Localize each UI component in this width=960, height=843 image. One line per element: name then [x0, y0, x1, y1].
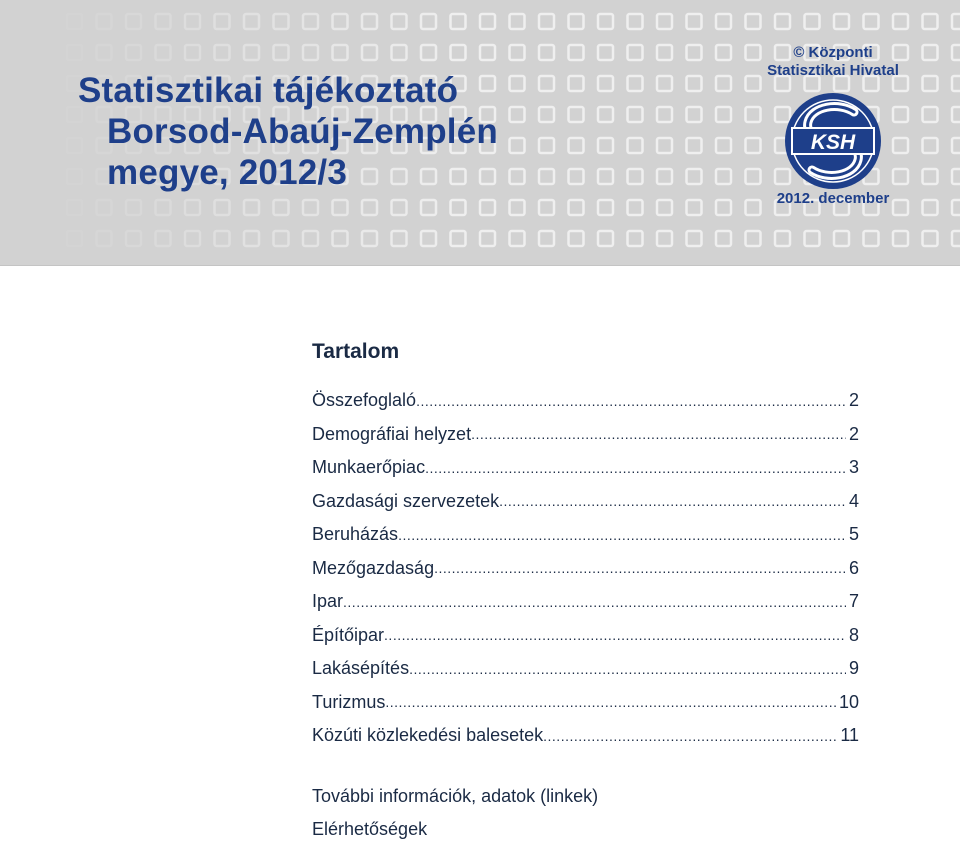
- pattern-square: [657, 107, 672, 122]
- pattern-square: [834, 14, 849, 29]
- pattern-square: [775, 14, 790, 29]
- pattern-square: [716, 200, 731, 215]
- pattern-square: [333, 14, 348, 29]
- pattern-square: [952, 169, 960, 184]
- toc-item-label: Beruházás: [312, 524, 399, 545]
- table-of-contents: [312, 384, 859, 753]
- pattern-square: [923, 169, 938, 184]
- pattern-square: [333, 200, 348, 215]
- toc-item-label: Gazdasági szervezetek: [312, 490, 500, 511]
- pattern-square: [244, 14, 259, 29]
- pattern-square: [333, 45, 348, 60]
- pattern-square: [952, 107, 960, 122]
- pattern-square: [156, 45, 171, 60]
- pattern-square: [657, 14, 672, 29]
- pattern-square: [716, 107, 731, 122]
- pattern-square: [628, 138, 643, 153]
- toc-item-label: Közúti közlekedési balesetek: [312, 725, 544, 746]
- pattern-square: [510, 200, 525, 215]
- toc-item-page: 5: [848, 524, 859, 545]
- pattern-square: [451, 200, 466, 215]
- pattern-square: [864, 231, 879, 246]
- toc-item-page: 7: [848, 591, 859, 612]
- pattern-square: [126, 231, 141, 246]
- toc-leader-dots: [499, 493, 846, 509]
- pattern-square: [952, 76, 960, 91]
- pattern-square: [687, 169, 702, 184]
- pattern-square: [569, 107, 584, 122]
- pattern-square: [598, 107, 613, 122]
- toc-leader-dots: [398, 527, 846, 543]
- pattern-square: [244, 200, 259, 215]
- pattern-square: [480, 14, 495, 29]
- toc-item[interactable]: [312, 652, 859, 686]
- toc-item[interactable]: [312, 686, 859, 720]
- pattern-square: [126, 200, 141, 215]
- pattern-square: [628, 169, 643, 184]
- pattern-square: [687, 200, 702, 215]
- pattern-square: [274, 45, 289, 60]
- pattern-square: [362, 14, 377, 29]
- toc-leader-dots: [434, 560, 846, 576]
- pattern-square: [598, 200, 613, 215]
- pattern-square: [215, 200, 230, 215]
- pattern-square: [657, 138, 672, 153]
- pattern-square: [598, 76, 613, 91]
- pattern-square: [480, 231, 495, 246]
- toc-item-page: 11: [840, 725, 859, 746]
- pattern-square: [716, 76, 731, 91]
- pattern-square: [539, 138, 554, 153]
- pattern-square: [628, 76, 643, 91]
- pattern-square: [421, 45, 436, 60]
- pattern-square: [716, 45, 731, 60]
- toc-item-page: 2: [848, 423, 859, 444]
- toc-leader-dots: [425, 460, 846, 476]
- pattern-square: [952, 45, 960, 60]
- pattern-square: [923, 14, 938, 29]
- pattern-square: [97, 45, 112, 60]
- toc-item[interactable]: [312, 518, 859, 552]
- pattern-square: [893, 138, 908, 153]
- toc-item-page: 10: [838, 691, 859, 712]
- header-banner: [0, 0, 960, 266]
- pattern-square: [923, 45, 938, 60]
- toc-leader-dots: [343, 594, 846, 610]
- pattern-square: [746, 138, 761, 153]
- toc-item-label: Építőipar: [312, 624, 385, 645]
- pattern-square: [893, 231, 908, 246]
- pattern-square: [923, 76, 938, 91]
- pattern-square: [185, 45, 200, 60]
- pattern-square: [716, 169, 731, 184]
- pattern-square: [510, 169, 525, 184]
- pattern-square: [864, 14, 879, 29]
- toc-item-label: Turizmus: [312, 691, 386, 712]
- pattern-square: [716, 138, 731, 153]
- pattern-square: [392, 14, 407, 29]
- toc-item[interactable]: [312, 451, 859, 485]
- pattern-square: [67, 45, 82, 60]
- toc-item[interactable]: [312, 418, 859, 452]
- pattern-square: [687, 107, 702, 122]
- pattern-square: [569, 76, 584, 91]
- toc-item-page: 8: [848, 624, 859, 645]
- pattern-square: [510, 14, 525, 29]
- pattern-square: [923, 138, 938, 153]
- pattern-square: [569, 169, 584, 184]
- pattern-square: [97, 231, 112, 246]
- pattern-square: [392, 231, 407, 246]
- pattern-square: [185, 200, 200, 215]
- pattern-square: [657, 169, 672, 184]
- toc-item-page: 9: [848, 658, 859, 679]
- toc-leader-dots: [471, 426, 846, 442]
- pattern-square: [569, 231, 584, 246]
- pattern-square: [569, 138, 584, 153]
- pattern-square: [126, 45, 141, 60]
- copyright-text: © Központi: [793, 44, 873, 61]
- toc-item[interactable]: [312, 585, 859, 619]
- pattern-square: [362, 231, 377, 246]
- publication-date: 2012. december: [776, 190, 890, 207]
- toc-leader-dots: [543, 728, 837, 744]
- pattern-square: [952, 200, 960, 215]
- ksh-logo-icon: [784, 92, 882, 190]
- pattern-square: [687, 138, 702, 153]
- toc-item[interactable]: [312, 485, 859, 519]
- pattern-square: [598, 138, 613, 153]
- pattern-square: [156, 231, 171, 246]
- toc-item[interactable]: [312, 619, 859, 653]
- toc-leader-dots: [416, 393, 846, 409]
- pattern-square: [539, 76, 554, 91]
- pattern-square: [539, 231, 554, 246]
- toc-item-label: Lakásépítés: [312, 658, 410, 679]
- pattern-square: [451, 45, 466, 60]
- publisher-block: [748, 44, 918, 207]
- pattern-square: [569, 200, 584, 215]
- pattern-square: [392, 45, 407, 60]
- toc-leader-dots: [384, 627, 846, 643]
- pattern-square: [274, 231, 289, 246]
- pattern-square: [569, 45, 584, 60]
- pattern-square: [746, 14, 761, 29]
- pattern-square: [274, 14, 289, 29]
- pattern-square: [303, 45, 318, 60]
- pattern-square: [421, 200, 436, 215]
- pattern-square: [687, 231, 702, 246]
- pattern-square: [362, 45, 377, 60]
- pattern-square: [185, 14, 200, 29]
- pattern-square: [775, 231, 790, 246]
- pattern-square: [893, 169, 908, 184]
- toc-heading: Tartalom: [312, 340, 400, 363]
- contact-link[interactable]: Elérhetőségek: [312, 819, 428, 839]
- pattern-square: [156, 14, 171, 29]
- pattern-square: [687, 76, 702, 91]
- pattern-square: [510, 76, 525, 91]
- pattern-square: [362, 200, 377, 215]
- pattern-square: [539, 169, 554, 184]
- pattern-square: [451, 14, 466, 29]
- toc-item-label: Munkaerőpiac: [312, 457, 426, 478]
- toc-item-label: Demográfiai helyzet: [312, 423, 472, 444]
- toc-item-label: Ipar: [312, 591, 344, 612]
- pattern-square: [805, 231, 820, 246]
- pattern-square: [834, 231, 849, 246]
- pattern-square: [628, 200, 643, 215]
- pattern-square: [303, 231, 318, 246]
- title-line-1: Statisztikai tájékoztató: [78, 71, 459, 110]
- toc-item-label: Összefoglaló: [312, 390, 417, 411]
- pattern-square: [657, 200, 672, 215]
- pattern-square: [126, 14, 141, 29]
- pattern-square: [539, 200, 554, 215]
- pattern-square: [746, 231, 761, 246]
- pattern-square: [746, 107, 761, 122]
- pattern-square: [215, 231, 230, 246]
- pattern-square: [952, 14, 960, 29]
- pattern-square: [480, 200, 495, 215]
- pattern-square: [746, 169, 761, 184]
- pattern-square: [451, 231, 466, 246]
- pattern-square: [274, 200, 289, 215]
- toc-item-page: 4: [848, 490, 859, 511]
- pattern-square: [539, 14, 554, 29]
- pattern-square: [539, 107, 554, 122]
- toc-item-page: 6: [848, 557, 859, 578]
- pattern-square: [244, 45, 259, 60]
- pattern-square: [716, 231, 731, 246]
- pattern-square: [923, 231, 938, 246]
- pattern-square: [952, 138, 960, 153]
- organization-name: Statisztikai Hivatal: [767, 62, 899, 79]
- pattern-square: [510, 107, 525, 122]
- toc-item-page: 2: [848, 390, 859, 411]
- document-title: [78, 70, 498, 193]
- pattern-square: [598, 45, 613, 60]
- pattern-square: [510, 138, 525, 153]
- pattern-square: [687, 14, 702, 29]
- pattern-square: [244, 231, 259, 246]
- pattern-square: [657, 231, 672, 246]
- pattern-square: [421, 231, 436, 246]
- logo-label: KSH: [810, 131, 856, 154]
- pattern-square: [628, 107, 643, 122]
- toc-item-label: Mezőgazdaság: [312, 557, 435, 578]
- toc-leader-dots: [409, 661, 846, 677]
- pattern-square: [628, 45, 643, 60]
- toc-leader-dots: [385, 694, 836, 710]
- pattern-square: [510, 45, 525, 60]
- pattern-square: [657, 76, 672, 91]
- more-info-link[interactable]: További információk, adatok (linkek): [312, 786, 599, 806]
- pattern-square: [303, 200, 318, 215]
- toc-item[interactable]: [312, 552, 859, 586]
- pattern-square: [539, 45, 554, 60]
- pattern-square: [598, 231, 613, 246]
- pattern-square: [333, 231, 348, 246]
- pattern-square: [67, 14, 82, 29]
- pattern-square: [923, 200, 938, 215]
- pattern-square: [598, 169, 613, 184]
- pattern-square: [923, 107, 938, 122]
- pattern-square: [185, 231, 200, 246]
- pattern-square: [215, 45, 230, 60]
- pattern-square: [952, 231, 960, 246]
- pattern-square: [893, 107, 908, 122]
- toc-item[interactable]: [312, 384, 859, 418]
- toc-item-page: 3: [848, 457, 859, 478]
- pattern-square: [687, 45, 702, 60]
- pattern-square: [421, 14, 436, 29]
- pattern-square: [97, 200, 112, 215]
- pattern-square: [569, 14, 584, 29]
- toc-item[interactable]: [312, 719, 859, 753]
- pattern-square: [628, 231, 643, 246]
- pattern-square: [598, 14, 613, 29]
- title-line-2: Borsod-Abaúj-Zemplén: [107, 112, 498, 151]
- title-line-3: megye, 2012/3: [107, 153, 347, 192]
- pattern-square: [97, 14, 112, 29]
- pattern-square: [303, 14, 318, 29]
- pattern-square: [893, 14, 908, 29]
- pattern-square: [716, 14, 731, 29]
- pattern-square: [657, 45, 672, 60]
- pattern-square: [805, 14, 820, 29]
- pattern-square: [510, 231, 525, 246]
- pattern-square: [628, 14, 643, 29]
- pattern-square: [156, 200, 171, 215]
- pattern-square: [215, 14, 230, 29]
- pattern-square: [392, 200, 407, 215]
- pattern-square: [480, 45, 495, 60]
- pattern-square: [67, 200, 82, 215]
- pattern-square: [67, 231, 82, 246]
